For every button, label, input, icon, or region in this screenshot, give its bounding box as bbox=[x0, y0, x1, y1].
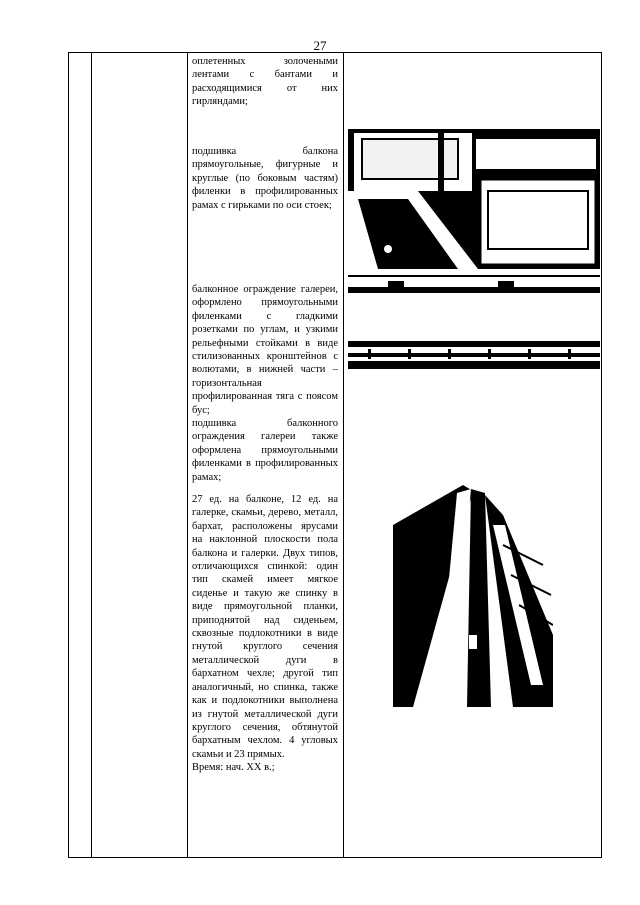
gallery-railing-photo bbox=[348, 275, 600, 369]
description-cell bbox=[192, 283, 338, 484]
description-paragraph: балконное ограждение галереи, оформлено прямоугольными филенками с гладкими розетками по углам, и узкими рельефными стойками в виде стилизованных кронштейнов с волютами, в нижней части – горизонтальная профилированная тяга с поясом бус; bbox=[192, 284, 338, 416]
description-cell bbox=[192, 493, 338, 775]
column-divider bbox=[187, 53, 188, 857]
balcony-ceiling-photo bbox=[348, 129, 600, 269]
description-paragraph: подшивка балконного ограждения галереи также оформлена прямоугольными филенками в профилированных рамах; bbox=[192, 418, 338, 483]
date-paragraph: Время: нач. XX в.; bbox=[192, 762, 275, 774]
column-divider bbox=[91, 53, 92, 857]
column-divider bbox=[343, 53, 344, 857]
description-paragraph: оплетенных золочеными лентами с бантами и расходящимися от них гирляндами; bbox=[192, 56, 338, 108]
page-number: 27 bbox=[313, 38, 327, 53]
description-cell bbox=[192, 55, 338, 109]
description-paragraph: подшивка балкона прямоугольные, фигурные и круглые (по боковым частям) филенки в профилированных рамах с гирьками по оси стоек; bbox=[192, 146, 338, 211]
description-cell bbox=[192, 145, 338, 212]
benches-photo bbox=[393, 485, 553, 707]
inventory-table bbox=[68, 52, 602, 858]
description-paragraph: 27 ед. на балконе, 12 ед. на галерке, скамьи, дерево, металл, бархат, расположены ярусами на наклонной плоскости пола балкона и галерки. Двух типов, отличающихся спинкой: один тип скамей имеет мягкое сиденье и такую же спинку в виде прямоугольной планки, приподнятой над сиденьем, сквозные подлокотники в виде гнутой круглого сечения металлической дуги в бархатном чехле; другой тип аналогичный, но спинка, также как и подлокотники выполнена из гнутой металлической дуги круглого сечения, обтянутой бархатным чехлом. 4 угловых скамьи и 23 прямых. bbox=[192, 494, 338, 760]
